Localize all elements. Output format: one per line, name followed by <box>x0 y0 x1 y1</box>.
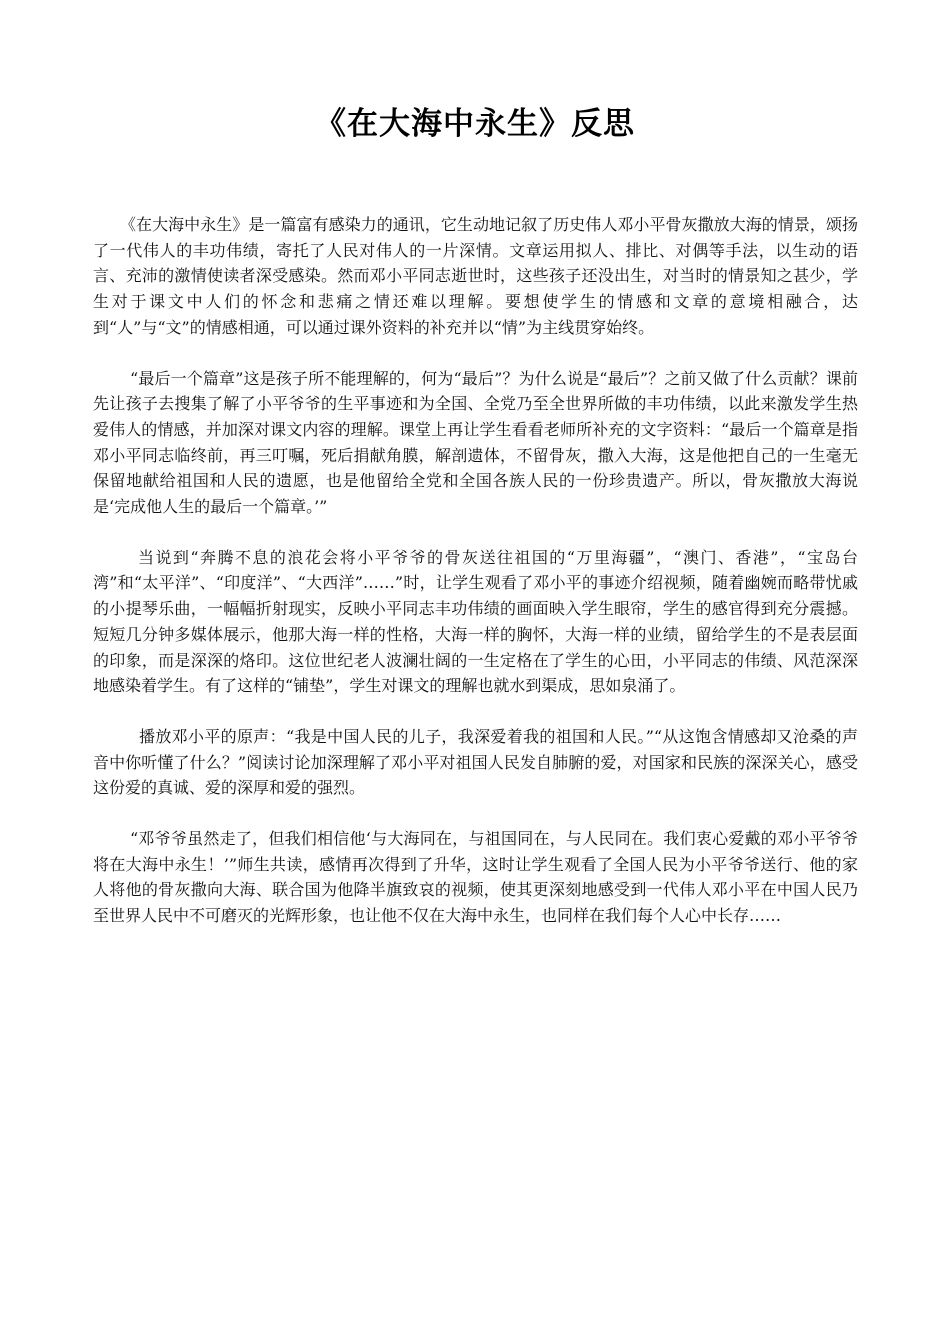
paragraph-5: “邓爷爷虽然走了，但我们相信他‘与大海同在，与祖国同在，与人民同在。我们衷心爱戴的邓小平爷爷将在大海中永生！’”师生共读，感情再次得到了升华，这时让学生观看了全国人民为小平爷爷送行、他的家人将他的骨灰撒向大海、联合国为他降半旗致哀的视频，使其更深刻地感受到一代伟人邓小平在中国人民乃至世界人民中不可磨灭的光辉形象，也让他不仅在大海中永生，也同样在我们每个人心中长存…… <box>93 829 858 926</box>
document-body <box>93 212 858 954</box>
document-title: 《在大海中永生》反思 <box>315 106 635 142</box>
paragraph-1: 《在大海中永生》是一篇富有感染力的通讯，它生动地记叙了历史伟人邓小平骨灰撒放大海的情景，颂扬了一代伟人的丰功伟绩，寄托了人民对伟人的一片深情。文章运用拟人、排比、对偶等手法，以生动的语言、充沛的激情使读者深受感染。然而邓小平同志逝世时，这些孩子还没出生，对当时的情景知之甚少，学生对于课文中人们的怀念和悲痛之情还难以理解。要想使学生的情感和文章的意境相融合，达到“人”与“文”的情感相通，可以通过课外资料的补充并以“情”为主线贯穿始终。 <box>93 215 858 337</box>
paragraph-2: “最后一个篇章”这是孩子所不能理解的，何为“最后”？为什么说是“最后”？之前又做了什么贡献？课前先让孩子去搜集了解了小平爷爷的生平事迹和为全国、全党乃至全世界所做的丰功伟绩，以此来激发学生热爱伟人的情感，并加深对课文内容的理解。课堂上再让学生看看老师所补充的文字资料：“最后一个篇章是指邓小平同志临终前，再三叮嘱，死后捐献角膜，解剖遗体，不留骨灰，撒入大海，这是他把自己的一生毫无保留地献给祖国和人民的遗愿，也是他留给全党和全国各族人民的一份珍贵遗产。所以，骨灰撒放大海说是‘完成他人生的最后一个篇章。’” <box>93 368 858 517</box>
paragraph-4: 播放邓小平的原声：“我是中国人民的儿子，我深爱着我的祖国和人民。”“从这饱含情感却又沧桑的声音中你听懂了什么？”阅读讨论加深理解了邓小平对祖国人民发自肺腑的爱，对国家和民族的深深关心，感受这份爱的真诚、爱的深厚和爱的强烈。 <box>93 726 858 798</box>
paragraph-3: 当说到“奔腾不息的浪花会将小平爷爷的骨灰送往祖国的“万里海疆”，“澳门、香港”，“宝岛台湾”和“太平洋”、“印度洋”、“大西洋”……”时，让学生观看了邓小平的事迹介绍视频，随着幽婉而略带忧戚的小提琴乐曲，一幅幅折射现实，反映小平同志丰功伟绩的画面映入学生眼帘，学生的感官得到充分震撼。短短几分钟多媒体展示，他那大海一样的性格，大海一样的胸怀，大海一样的业绩，留给学生的不是表层面的印象，而是深深的烙印。这位世纪老人波澜壮阔的一生定格在了学生的心田，小平同志的伟绩、风范深深地感染着学生。有了这样的“铺垫”，学生对课文的理解也就水到渠成，思如泉涌了。 <box>93 547 858 696</box>
